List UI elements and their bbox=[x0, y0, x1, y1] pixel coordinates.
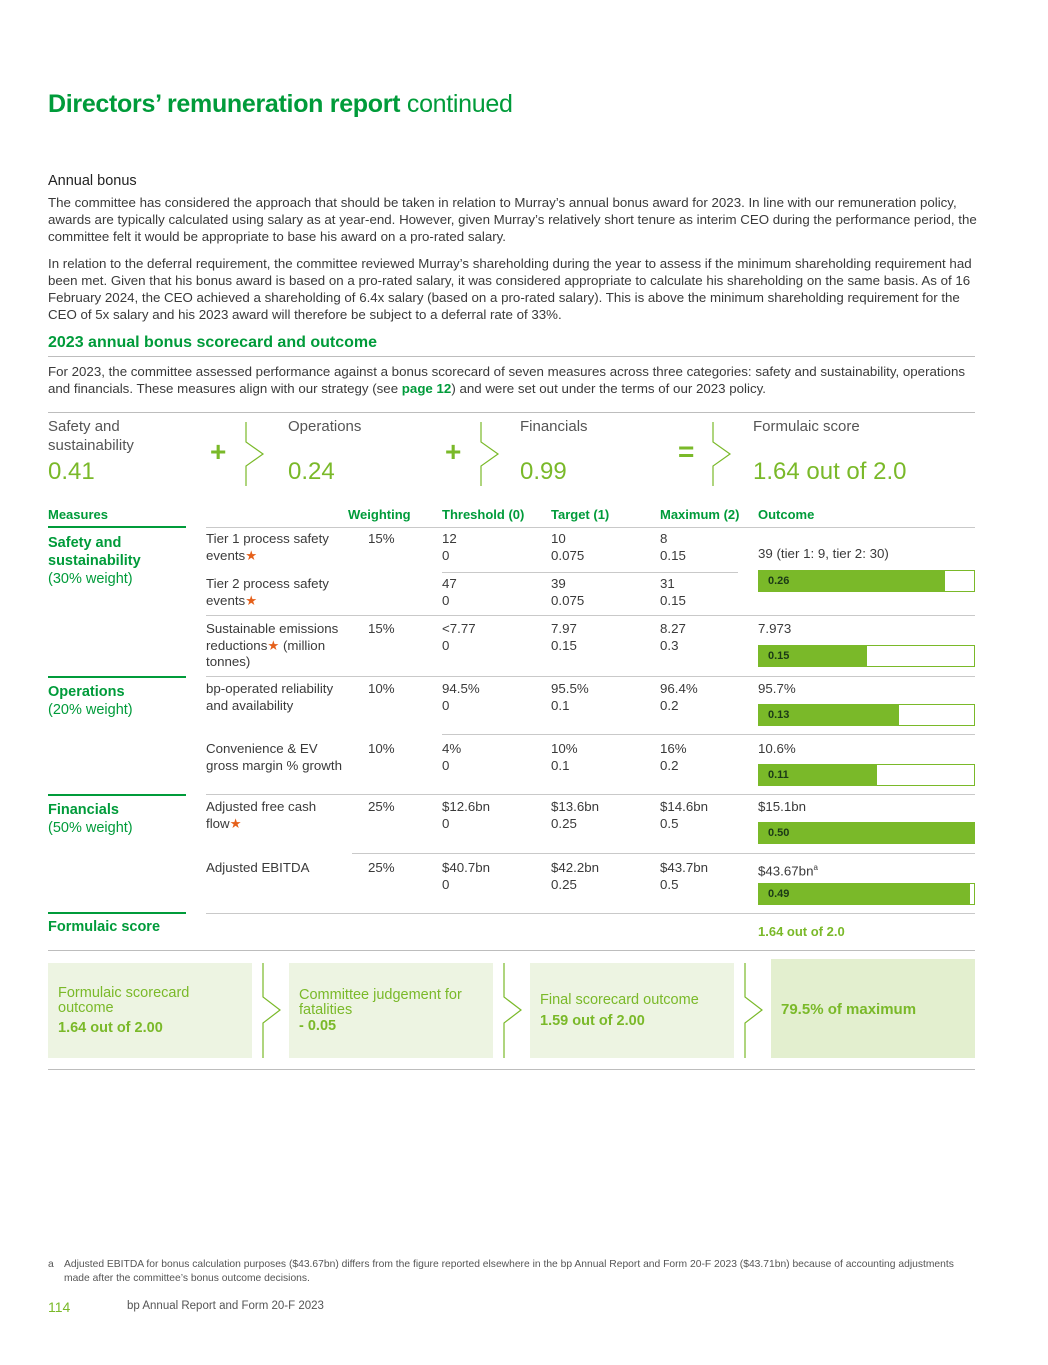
divider bbox=[206, 676, 975, 677]
outcome-actual: $15.1bn bbox=[758, 799, 807, 814]
page-title bbox=[48, 90, 513, 119]
outcome-score: 0.50 bbox=[768, 827, 790, 839]
plus-operator: + bbox=[445, 436, 462, 467]
outcome-actual: 10.6% bbox=[758, 741, 796, 756]
target-value: $42.2bn bbox=[551, 860, 600, 875]
category-name: Financials bbox=[48, 802, 119, 818]
measure-suffix: (million tonnes) bbox=[206, 637, 326, 669]
target-cell bbox=[551, 799, 599, 832]
measure-ebitda: Adjusted EBITDA bbox=[206, 860, 310, 875]
threshold-value: 47 bbox=[442, 576, 457, 591]
threshold-cell bbox=[442, 576, 457, 609]
header-target: Target (1) bbox=[551, 507, 610, 522]
threshold-value: 94.5% bbox=[442, 681, 480, 696]
summary-value-formulaic: 1.64 out of 2.0 bbox=[753, 458, 907, 485]
scorecard-intro-b: ) and were set out under the terms of our 2023 policy. bbox=[451, 381, 766, 396]
maximum-cell bbox=[660, 860, 708, 893]
divider bbox=[206, 615, 975, 616]
maximum-score: 0.5 bbox=[660, 876, 679, 892]
target-cell bbox=[551, 576, 584, 609]
measure-text: Tier 2 process safety events bbox=[206, 576, 329, 608]
outcome-actual: 95.7% bbox=[758, 681, 796, 696]
threshold-value: 12 bbox=[442, 531, 457, 546]
target-value: 10% bbox=[551, 741, 578, 756]
summary-value-safety: 0.41 bbox=[48, 458, 95, 485]
page-title-bold: Directors’ remuneration report bbox=[48, 90, 401, 118]
measure-emissions bbox=[206, 621, 351, 671]
measure-text: Sustainable emissions reductions bbox=[206, 621, 339, 653]
annual-bonus-para-2: In relation to the deferral requirement, the committee reviewed Murray’s shareholding during the year to assess if the minimum shareholding requirement had been met. Given that his bonus award is based on a pro-rated salary, it was considered appropriate to calculate his shareholding on the same basis. As of 16 February 2024, the CEO achieved a shareholding of 6.4x salary (based on a pro-rated salary). This is above the minimum shareholding requirement for the CEO of 5x salary and his 2023 award will therefore be subject to a deferral rate of 33%. bbox=[48, 256, 972, 322]
target-cell bbox=[551, 860, 599, 893]
maximum-cell bbox=[660, 531, 686, 564]
outcome-bar bbox=[758, 764, 975, 786]
flow-box-final bbox=[530, 963, 734, 1058]
maximum-cell bbox=[660, 621, 686, 654]
footnote-text: Adjusted EBITDA for bonus calculation purposes ($43.67bn) differs from the figure reported elsewhere in the bp Annual Report and Form 20-F 2023 ($43.71bn) because of accounting adjustments made after the committee’s bonus outcome decisions. bbox=[64, 1259, 954, 1284]
threshold-cell bbox=[442, 860, 490, 893]
measure-text: Tier 1 process safety events bbox=[206, 531, 329, 563]
category-name: Operations bbox=[48, 684, 125, 700]
summary-label-operations: Operations bbox=[288, 418, 362, 435]
outcome-score: 0.15 bbox=[768, 650, 790, 662]
target-value: 10 bbox=[551, 531, 566, 546]
threshold-score: 0 bbox=[442, 876, 450, 892]
target-cell bbox=[551, 681, 589, 714]
outcome-score: 0.26 bbox=[768, 575, 790, 587]
category-rule bbox=[48, 526, 186, 528]
maximum-score: 0.5 bbox=[660, 815, 679, 831]
weighting-cell: 10% bbox=[368, 681, 395, 696]
flow-box-title: Formulaic scorecard outcome bbox=[58, 985, 190, 1016]
category-safety bbox=[48, 534, 188, 588]
footnote-marker: a bbox=[813, 863, 818, 872]
outcome-bar bbox=[758, 822, 975, 844]
target-score: 0.25 bbox=[551, 876, 577, 892]
footnote-marker: a bbox=[48, 1259, 54, 1270]
divider bbox=[442, 734, 975, 735]
formulaic-score-label: Formulaic score bbox=[48, 919, 161, 935]
target-value: 7.97 bbox=[551, 621, 577, 636]
page-title-continued: continued bbox=[406, 90, 513, 118]
header-threshold: Threshold (0) bbox=[442, 507, 525, 522]
maximum-score: 0.15 bbox=[660, 547, 686, 563]
threshold-score: 0 bbox=[442, 592, 450, 608]
threshold-score: 0 bbox=[442, 815, 450, 831]
target-cell bbox=[551, 741, 578, 774]
measure-fcf bbox=[206, 799, 346, 832]
chevron-divider-icon bbox=[480, 422, 502, 486]
maximum-value: $43.7bn bbox=[660, 860, 709, 875]
summary-label-formulaic: Formulaic score bbox=[753, 418, 860, 435]
header-maximum: Maximum (2) bbox=[660, 507, 740, 522]
maximum-value: 31 bbox=[660, 576, 675, 591]
target-cell bbox=[551, 531, 584, 564]
outcome-bar bbox=[758, 883, 975, 905]
outcome-score: 0.13 bbox=[768, 709, 790, 721]
category-name: Safety and sustainability bbox=[48, 535, 141, 569]
weighting-cell: 10% bbox=[368, 741, 395, 756]
chevron-divider-icon bbox=[744, 963, 766, 1058]
target-score: 0.1 bbox=[551, 757, 570, 773]
category-rule bbox=[48, 794, 186, 796]
threshold-value: $40.7bn bbox=[442, 860, 491, 875]
measure-tier1 bbox=[206, 531, 346, 564]
page-12-link[interactable]: page 12 bbox=[401, 381, 452, 396]
annual-bonus-heading: Annual bonus bbox=[48, 173, 137, 189]
threshold-score: 0 bbox=[442, 697, 450, 713]
threshold-value: 4% bbox=[442, 741, 462, 756]
divider bbox=[352, 853, 975, 854]
divider bbox=[442, 572, 738, 573]
flow-box-value: 79.5% of maximum bbox=[781, 1001, 917, 1018]
flow-box-committee bbox=[289, 963, 493, 1058]
weighting-cell: 25% bbox=[368, 799, 395, 814]
flow-box-value: - 0.05 bbox=[299, 1018, 337, 1034]
weighting-cell: 25% bbox=[368, 860, 395, 875]
plus-operator: + bbox=[210, 436, 227, 467]
threshold-value: $12.6bn bbox=[442, 799, 491, 814]
chevron-divider-icon bbox=[245, 422, 267, 486]
maximum-value: 16% bbox=[660, 741, 687, 756]
threshold-value: <7.77 bbox=[442, 621, 476, 636]
star-icon: ★ bbox=[267, 637, 280, 653]
scorecard-intro-a: For 2023, the committee assessed performance against a bonus scorecard of seven measures across three categories: safety and sustainability, operations and financials. These measures align with our strategy (see bbox=[48, 364, 965, 396]
target-cell bbox=[551, 621, 577, 654]
maximum-cell bbox=[660, 576, 686, 609]
outcome-bar-fill bbox=[759, 884, 970, 904]
divider bbox=[206, 913, 975, 914]
maximum-value: 8 bbox=[660, 531, 668, 546]
target-score: 0.15 bbox=[551, 637, 577, 653]
summary-value-operations: 0.24 bbox=[288, 458, 335, 485]
outcome-bar bbox=[758, 645, 975, 667]
divider bbox=[48, 1069, 975, 1070]
divider bbox=[206, 794, 975, 795]
star-icon: ★ bbox=[245, 547, 258, 563]
header-weighting: Weighting bbox=[348, 507, 411, 522]
maximum-value: 8.27 bbox=[660, 621, 686, 636]
chevron-divider-icon bbox=[712, 422, 734, 486]
flow-box-result bbox=[771, 959, 975, 1058]
weighting-cell: 15% bbox=[368, 621, 395, 636]
target-value: 39 bbox=[551, 576, 566, 591]
outcome-actual: 39 (tier 1: 9, tier 2: 30) bbox=[758, 546, 889, 561]
divider bbox=[48, 356, 975, 357]
summary-label-safety: Safety and sustainability bbox=[48, 418, 134, 454]
maximum-value: 96.4% bbox=[660, 681, 698, 696]
outcome-bar-fill bbox=[759, 823, 974, 843]
threshold-cell bbox=[442, 799, 490, 832]
summary-label-financials: Financials bbox=[520, 418, 588, 435]
divider bbox=[48, 412, 975, 413]
category-rule bbox=[48, 912, 186, 914]
outcome-bar bbox=[758, 570, 975, 592]
outcome-actual: 7.973 bbox=[758, 621, 792, 636]
measure-tier2 bbox=[206, 576, 346, 609]
chevron-divider-icon bbox=[503, 963, 525, 1058]
flow-box-formulaic bbox=[48, 963, 252, 1058]
threshold-score: 0 bbox=[442, 547, 450, 563]
outcome-actual-value: $43.67bn bbox=[758, 863, 814, 879]
publication-title: bp Annual Report and Form 20-F 2023 bbox=[127, 1300, 324, 1312]
category-weight: (30% weight) bbox=[48, 571, 133, 587]
divider bbox=[48, 950, 975, 951]
category-weight: (50% weight) bbox=[48, 820, 133, 836]
maximum-score: 0.3 bbox=[660, 637, 679, 653]
flow-box-title: Final scorecard outcome bbox=[540, 992, 699, 1008]
category-financials bbox=[48, 801, 188, 837]
category-operations bbox=[48, 683, 188, 719]
maximum-score: 0.15 bbox=[660, 592, 686, 608]
threshold-cell bbox=[442, 531, 457, 564]
maximum-cell bbox=[660, 681, 698, 714]
maximum-cell bbox=[660, 799, 708, 832]
threshold-cell bbox=[442, 741, 461, 774]
summary-value-financials: 0.99 bbox=[520, 458, 567, 485]
target-score: 0.1 bbox=[551, 697, 570, 713]
measure-convenience: Convenience & EV gross margin % growth bbox=[206, 741, 342, 773]
target-score: 0.25 bbox=[551, 815, 577, 831]
chevron-divider-icon bbox=[262, 963, 284, 1058]
threshold-cell bbox=[442, 621, 476, 654]
maximum-cell bbox=[660, 741, 687, 774]
threshold-cell bbox=[442, 681, 480, 714]
divider bbox=[206, 527, 975, 528]
scorecard-intro bbox=[48, 363, 978, 397]
flow-box-title: Committee judgement for fatalities bbox=[299, 987, 462, 1018]
star-icon: ★ bbox=[229, 815, 242, 831]
category-weight: (20% weight) bbox=[48, 702, 133, 718]
measure-text: Adjusted free cash flow bbox=[206, 799, 317, 831]
header-outcome: Outcome bbox=[758, 507, 815, 522]
page-number: 114 bbox=[48, 1299, 71, 1315]
formulaic-score-value: 1.64 out of 2.0 bbox=[758, 924, 845, 939]
outcome-score: 0.11 bbox=[768, 769, 789, 781]
outcome-actual bbox=[758, 860, 818, 880]
outcome-bar bbox=[758, 704, 975, 726]
measure-reliability: bp-operated reliability and availability bbox=[206, 681, 334, 713]
annual-bonus-para-1: The committee has considered the approach that should be taken in relation to Murray’s annual bonus award for 2023. In line with our remuneration policy, awards are typically calculated using salary as at year-end. However, given Murray’s relatively short tenure as interim CEO during the performance period, the committee felt it would be appropriate to base his award on a pro-rated salary. bbox=[48, 195, 977, 244]
target-score: 0.075 bbox=[551, 592, 585, 608]
threshold-score: 0 bbox=[442, 757, 450, 773]
maximum-value: $14.6bn bbox=[660, 799, 709, 814]
equals-operator: = bbox=[678, 436, 695, 467]
star-icon: ★ bbox=[245, 592, 258, 608]
header-measures: Measures bbox=[48, 507, 108, 522]
maximum-score: 0.2 bbox=[660, 757, 679, 773]
weighting-cell: 15% bbox=[368, 531, 395, 546]
flow-box-value: 1.64 out of 2.00 bbox=[58, 1020, 163, 1036]
maximum-score: 0.2 bbox=[660, 697, 679, 713]
outcome-score: 0.49 bbox=[768, 888, 790, 900]
threshold-score: 0 bbox=[442, 637, 450, 653]
category-rule bbox=[48, 676, 186, 678]
target-score: 0.075 bbox=[551, 547, 585, 563]
flow-box-value: 1.59 out of 2.00 bbox=[540, 1013, 645, 1029]
target-value: $13.6bn bbox=[551, 799, 600, 814]
scorecard-title: 2023 annual bonus scorecard and outcome bbox=[48, 334, 377, 351]
target-value: 95.5% bbox=[551, 681, 589, 696]
